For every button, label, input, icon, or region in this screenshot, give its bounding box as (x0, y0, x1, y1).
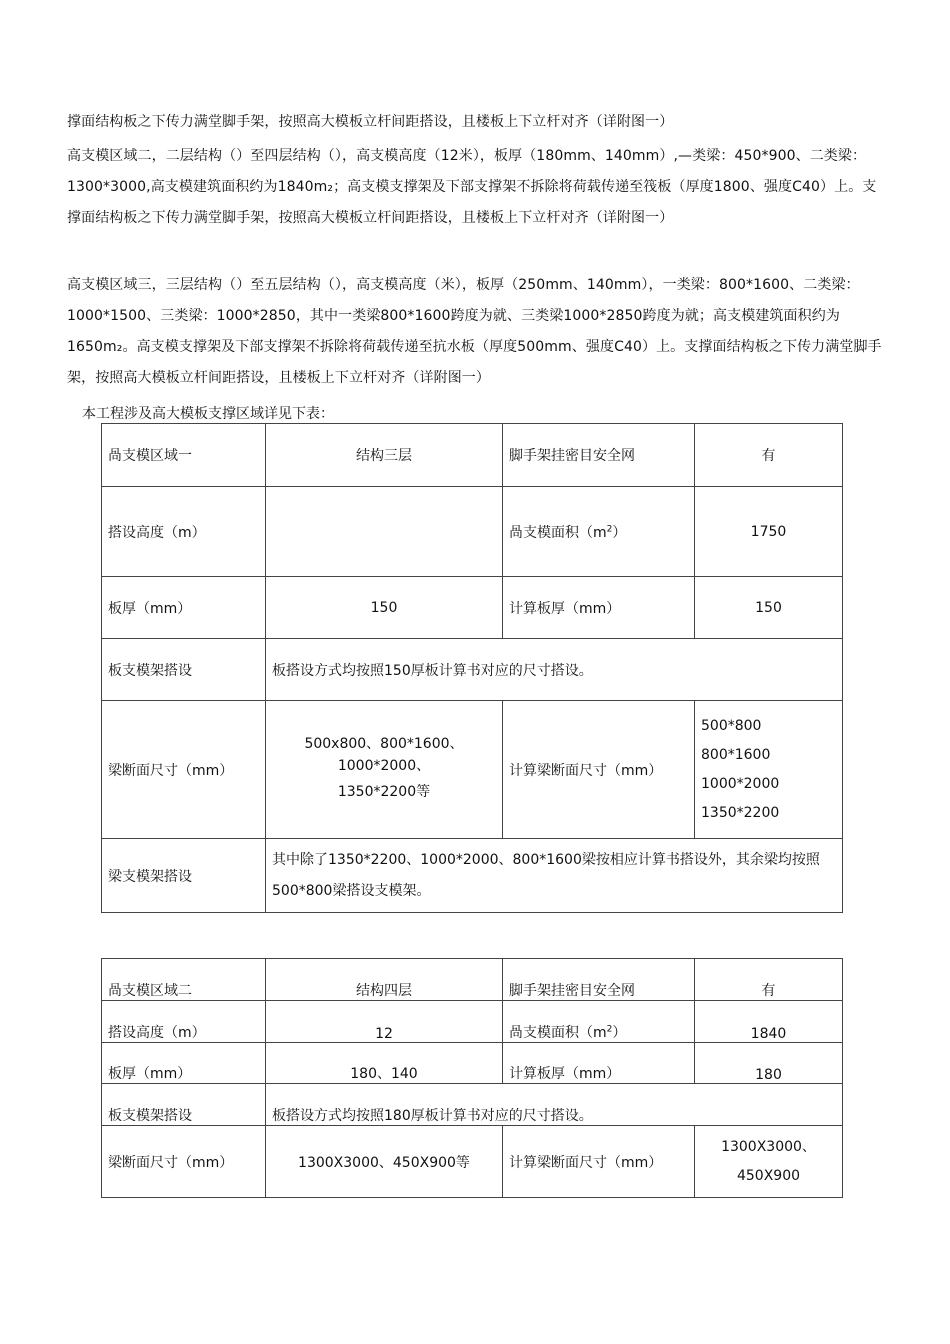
table-row (102, 959, 843, 1001)
safety-net-label: 脚手架挂密目安全网 (503, 959, 695, 1001)
paragraph-1: 撑面结构板之下传力满堂脚手架，按照高大模板立杆间距搭设，且楼板上下立杆对齐（详附图一） (67, 114, 674, 130)
safety-net-value: 有 (695, 959, 843, 1001)
structure-floor: 结构三层 (266, 424, 503, 487)
beam-section-value (266, 701, 503, 839)
table-row (102, 1001, 843, 1043)
calc-beam-label: 计算梁断面尺寸（mm） (503, 1126, 695, 1198)
slab-formwork-label: 板支模架搭设 (102, 1084, 266, 1126)
calc-beam-value: 1000*2000 (701, 775, 780, 792)
table-row (102, 424, 843, 487)
slab-thickness-value: 150 (266, 577, 503, 639)
beam-section-label: 梁断面尺寸（mm） (102, 701, 266, 839)
slab-formwork-value: 板搭设方式均按照150厚板计算书对应的尺寸搭设。 (266, 639, 843, 701)
beam-formwork-value: 其中除了1350*2200、1000*2000、800*1600梁按相应计算书搭设外，其余梁均按照500*800梁搭设支模架。 (266, 839, 843, 913)
structure-floor: 结构四层 (266, 959, 503, 1001)
area-size-label: 咼支模面积$(m^2)$ (503, 487, 695, 577)
safety-net-value: 有 (695, 424, 843, 487)
slab-formwork-value: 板搭设方式均按照180厚板计算书对应的尺寸搭设。 (266, 1084, 843, 1126)
calc-thickness-label: 计算板厚（mm） (503, 1043, 695, 1084)
support-area-table-2 (101, 958, 843, 1198)
calc-beam-value: 1300X3000、 (721, 1138, 816, 1155)
slab-formwork-label: 板支模架搭设 (102, 639, 266, 701)
slab-thickness-value: 180、140 (266, 1043, 503, 1084)
support-area-table-1 (101, 423, 843, 913)
calc-beam-values (695, 1126, 843, 1198)
beam-section-line-2: 1350*2200等 (337, 783, 431, 800)
calc-beam-value: 800*1600 (701, 746, 771, 763)
beam-section-value: 1300X3000、450X900等 (266, 1126, 503, 1198)
calc-beam-value: 500*800 (701, 717, 762, 734)
calc-thickness-value: 150 (695, 577, 843, 639)
paragraph-3: 高支模区域三，三层结构（）至五层结构（），高支模高度（米），板厚（250mm、140mm），一类梁：800*1600、二类梁：1000*1500、三类梁：1000*2850，其中一类梁800*1600跨度为就、三类梁1000*2850跨度为就；高支模建筑面积约为1650m₂。高支模支撑架及下部支撑架不拆除将荷载传递至抗水板（厚度500mm、强度C40）上。支撑面结构板之下传力满堂脚手架，按照高大模板立杆间距搭设，且楼板上下立杆对齐（详附图一） (67, 277, 882, 386)
slab-thickness-label: 板厚（mm） (102, 577, 266, 639)
table-row (102, 1126, 843, 1198)
table-row (102, 839, 843, 913)
table-intro: 本工程涉及高大模板支撑区域详见下表： (82, 406, 334, 422)
table-row (102, 487, 843, 577)
calc-thickness-value: 180 (695, 1043, 843, 1084)
calc-beam-values (695, 701, 843, 839)
height-label: 搭设高度（m） (102, 487, 266, 577)
area-label: 咼支模区域一 (102, 424, 266, 487)
safety-net-label: 脚手架挂密目安全网 (503, 424, 695, 487)
calc-thickness-label: 计算板厚（mm） (503, 577, 695, 639)
paragraph-2: 高支模区域二，二层结构（）至四层结构（），高支模高度（12米），板厚（180mm、140mm）,—类梁：450*900、二类梁：1300*3000,高支模建筑面积约为1840m₂；高支模支撑架及下部支撑架不拆除将荷载传递至筏板（厚度1800、强度C40）上。支撑面结构板之下传力满堂脚手架，按照高大模板立杆间距搭设，且楼板上下立杆对齐（详附图一） (67, 148, 877, 226)
beam-section-label: 梁断面尺寸（mm） (102, 1126, 266, 1198)
height-label: 搭设高度（m） (102, 1001, 266, 1043)
calc-beam-label: 计算梁断面尺寸（mm） (503, 701, 695, 839)
area-size-value: 1750 (695, 487, 843, 577)
height-value: 12 (266, 1001, 503, 1043)
table-row (102, 577, 843, 639)
table-row (102, 701, 843, 839)
area-label: 咼支模区域二 (102, 959, 266, 1001)
height-value (266, 487, 503, 577)
slab-thickness-label: 板厚（mm） (102, 1043, 266, 1084)
table-row (102, 1043, 843, 1084)
area-size-label: 咼支模面积$(m^2)$ (503, 1001, 695, 1043)
area-size-value: 1840 (695, 1001, 843, 1043)
table-row (102, 639, 843, 701)
beam-section-line-1: 500x800、800*1600、1000*2000、 (304, 735, 464, 774)
table-row (102, 1084, 843, 1126)
calc-beam-value: 450X900 (736, 1167, 801, 1184)
calc-beam-value: 1350*2200 (701, 804, 780, 821)
beam-formwork-label: 梁支模架搭设 (102, 839, 266, 913)
